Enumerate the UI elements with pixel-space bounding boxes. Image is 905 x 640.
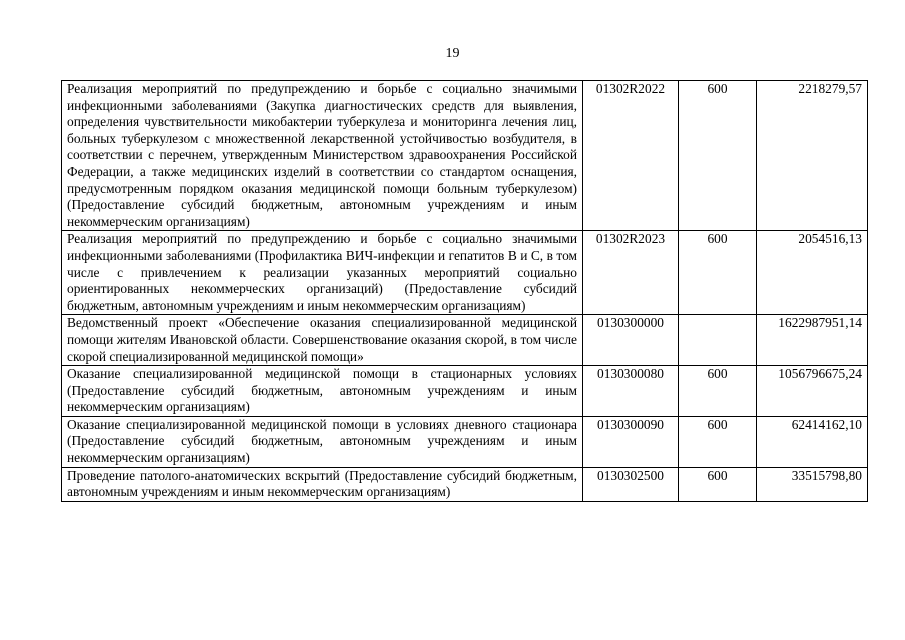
table-row [62, 81, 868, 231]
row-amount: 2054516,13 [757, 231, 868, 315]
row-amount: 62414162,10 [757, 416, 868, 467]
row-description: Реализация мероприятий по предупреждению и борьбе с социально значимыми инфекционными заболеваниями (Профилактика ВИЧ-инфекции и гепатитов B и C, в том числе с привлечением к реализации указанных мероприятий социально ориентированных некоммерческих организаций) (Предоставление субсидий бюджетным, автономным учреждениям и иным некоммерческим организациям) [62, 231, 583, 315]
table-row [62, 467, 868, 501]
row-target-code: 01302R2023 [583, 231, 679, 315]
row-expense-type: 600 [679, 81, 757, 231]
row-expense-type: 600 [679, 366, 757, 417]
row-description: Реализация мероприятий по предупреждению и борьбе с социально значимыми инфекционными заболеваниями (Закупка диагностических средств для выявления, определения чувствительности микобактерии туберкулеза и мониторинга лечения лиц, больных туберкулезом с множественной лекарственной устойчивостью возбудителя, в соответствии с перечнем, утвержденным Министерством здравоохранения Российской Федерации, а также медицинских изделий в соответствии со стандартом оснащения, предусмотренным порядком оказания медицинской помощи больным туберкулезом) (Предоставление субсидий бюджетным, автономным учреждениям и иным некоммерческим организациям) [62, 81, 583, 231]
row-description: Ведомственный проект «Обеспечение оказания специализированной медицинской помощи жителям Ивановской области. Совершенствование оказания скорой, в том числе скорой специализированной медицинской помощи» [62, 315, 583, 366]
row-amount: 33515798,80 [757, 467, 868, 501]
row-description: Проведение патолого-анатомических вскрытий (Предоставление субсидий бюджетным, автономным учреждениям и иным некоммерческим организациям) [62, 467, 583, 501]
row-description: Оказание специализированной медицинской помощи в стационарных условиях (Предоставление субсидий бюджетным, автономным учреждениям и иным некоммерческим организациям) [62, 366, 583, 417]
row-amount: 2218279,57 [757, 81, 868, 231]
row-expense-type: 600 [679, 416, 757, 467]
row-target-code: 0130302500 [583, 467, 679, 501]
row-target-code: 0130300090 [583, 416, 679, 467]
table-row [62, 416, 868, 467]
table-row [62, 315, 868, 366]
table-row [62, 366, 868, 417]
row-expense-type: 600 [679, 231, 757, 315]
row-description: Оказание специализированной медицинской помощи в условиях дневного стационара (Предоставление субсидий бюджетным, автономным учреждениям и иным некоммерческим организациям) [62, 416, 583, 467]
row-amount: 1056796675,24 [757, 366, 868, 417]
budget-table [61, 80, 868, 502]
row-amount: 1622987951,14 [757, 315, 868, 366]
row-target-code: 0130300080 [583, 366, 679, 417]
row-expense-type: 600 [679, 467, 757, 501]
table-row [62, 231, 868, 315]
row-expense-type [679, 315, 757, 366]
row-target-code: 01302R2022 [583, 81, 679, 231]
row-target-code: 0130300000 [583, 315, 679, 366]
page-number: 19 [445, 46, 460, 61]
